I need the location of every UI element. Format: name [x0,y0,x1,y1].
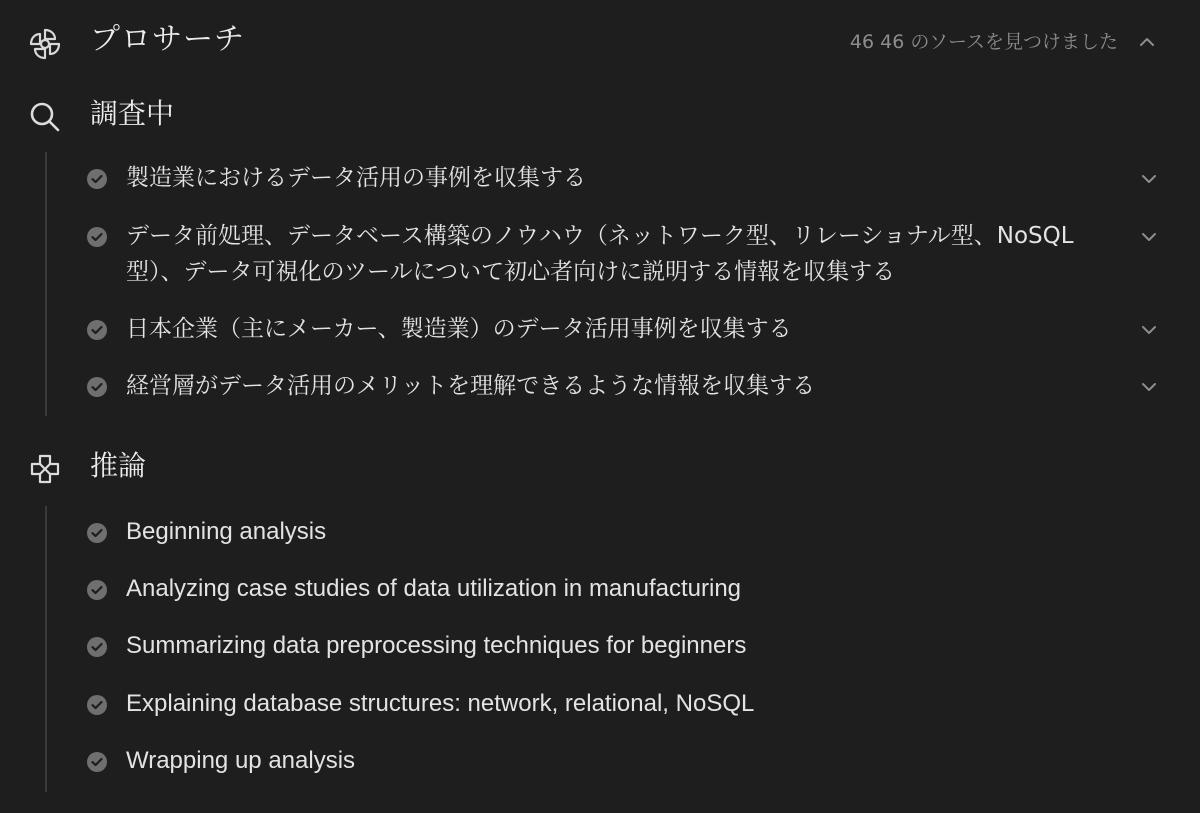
reasoning-title: 推論 [90,449,147,482]
perplexity-logo-icon [26,25,64,63]
reasoning-item-text: Explaining database structures: network, relational, NoSQL [126,690,755,717]
chevron-up-icon [1138,33,1156,51]
chevron-down-icon[interactable] [1138,319,1160,341]
reasoning-icon [26,450,64,488]
reasoning-timeline-line [45,506,47,792]
chevron-down-icon[interactable] [1138,376,1160,398]
check-circle-icon [86,226,108,248]
chevron-down-icon[interactable] [1138,226,1160,248]
research-item [86,218,1160,290]
sources-toggle[interactable] [850,28,1156,56]
check-circle-icon [86,579,108,601]
reasoning-item [86,743,1160,779]
check-circle-icon [86,522,108,544]
research-timeline-line [45,152,47,416]
reasoning-item [86,514,1160,550]
research-item-text: 経営層がデータ活用のメリットを理解できるような情報を収集する [126,373,816,399]
reasoning-item [86,571,1160,607]
check-circle-icon [86,751,108,773]
check-circle-icon [86,319,108,341]
research-section-header [0,92,1200,142]
panel-header [0,0,1200,84]
research-title: 調査中 [90,97,175,130]
header-title: プロサーチ [90,22,245,57]
research-item [86,160,1160,196]
chevron-down-icon[interactable] [1138,168,1160,190]
research-item-text: 日本企業（主にメーカー、製造業）のデータ活用事例を収集する [126,316,792,342]
reasoning-item-text: Summarizing data preprocessing techniques for beginners [126,632,747,659]
research-item [86,368,1160,404]
check-circle-icon [86,168,108,190]
reasoning-section-header [0,446,1200,496]
research-item [86,311,1160,347]
reasoning-item-text: Wrapping up analysis [126,747,356,774]
reasoning-item [86,686,1160,722]
sources-count-label: 46 46 のソースを見つけました [849,31,1118,53]
check-circle-icon [86,694,108,716]
check-circle-icon [86,636,108,658]
reasoning-item [86,628,1160,664]
check-circle-icon [86,376,108,398]
search-icon [26,98,64,136]
research-item-text: データ前処理、データベース構築のノウハウ（ネットワーク型、リレーショナル型、NoSQL型）、データ可視化のツールについて初心者向けに説明する情報を収集する [126,223,1074,285]
research-item-text: 製造業におけるデータ活用の事例を収集する [126,165,586,191]
reasoning-item-text: Beginning analysis [126,518,327,545]
reasoning-item-text: Analyzing case studies of data utilization in manufacturing [126,575,742,602]
